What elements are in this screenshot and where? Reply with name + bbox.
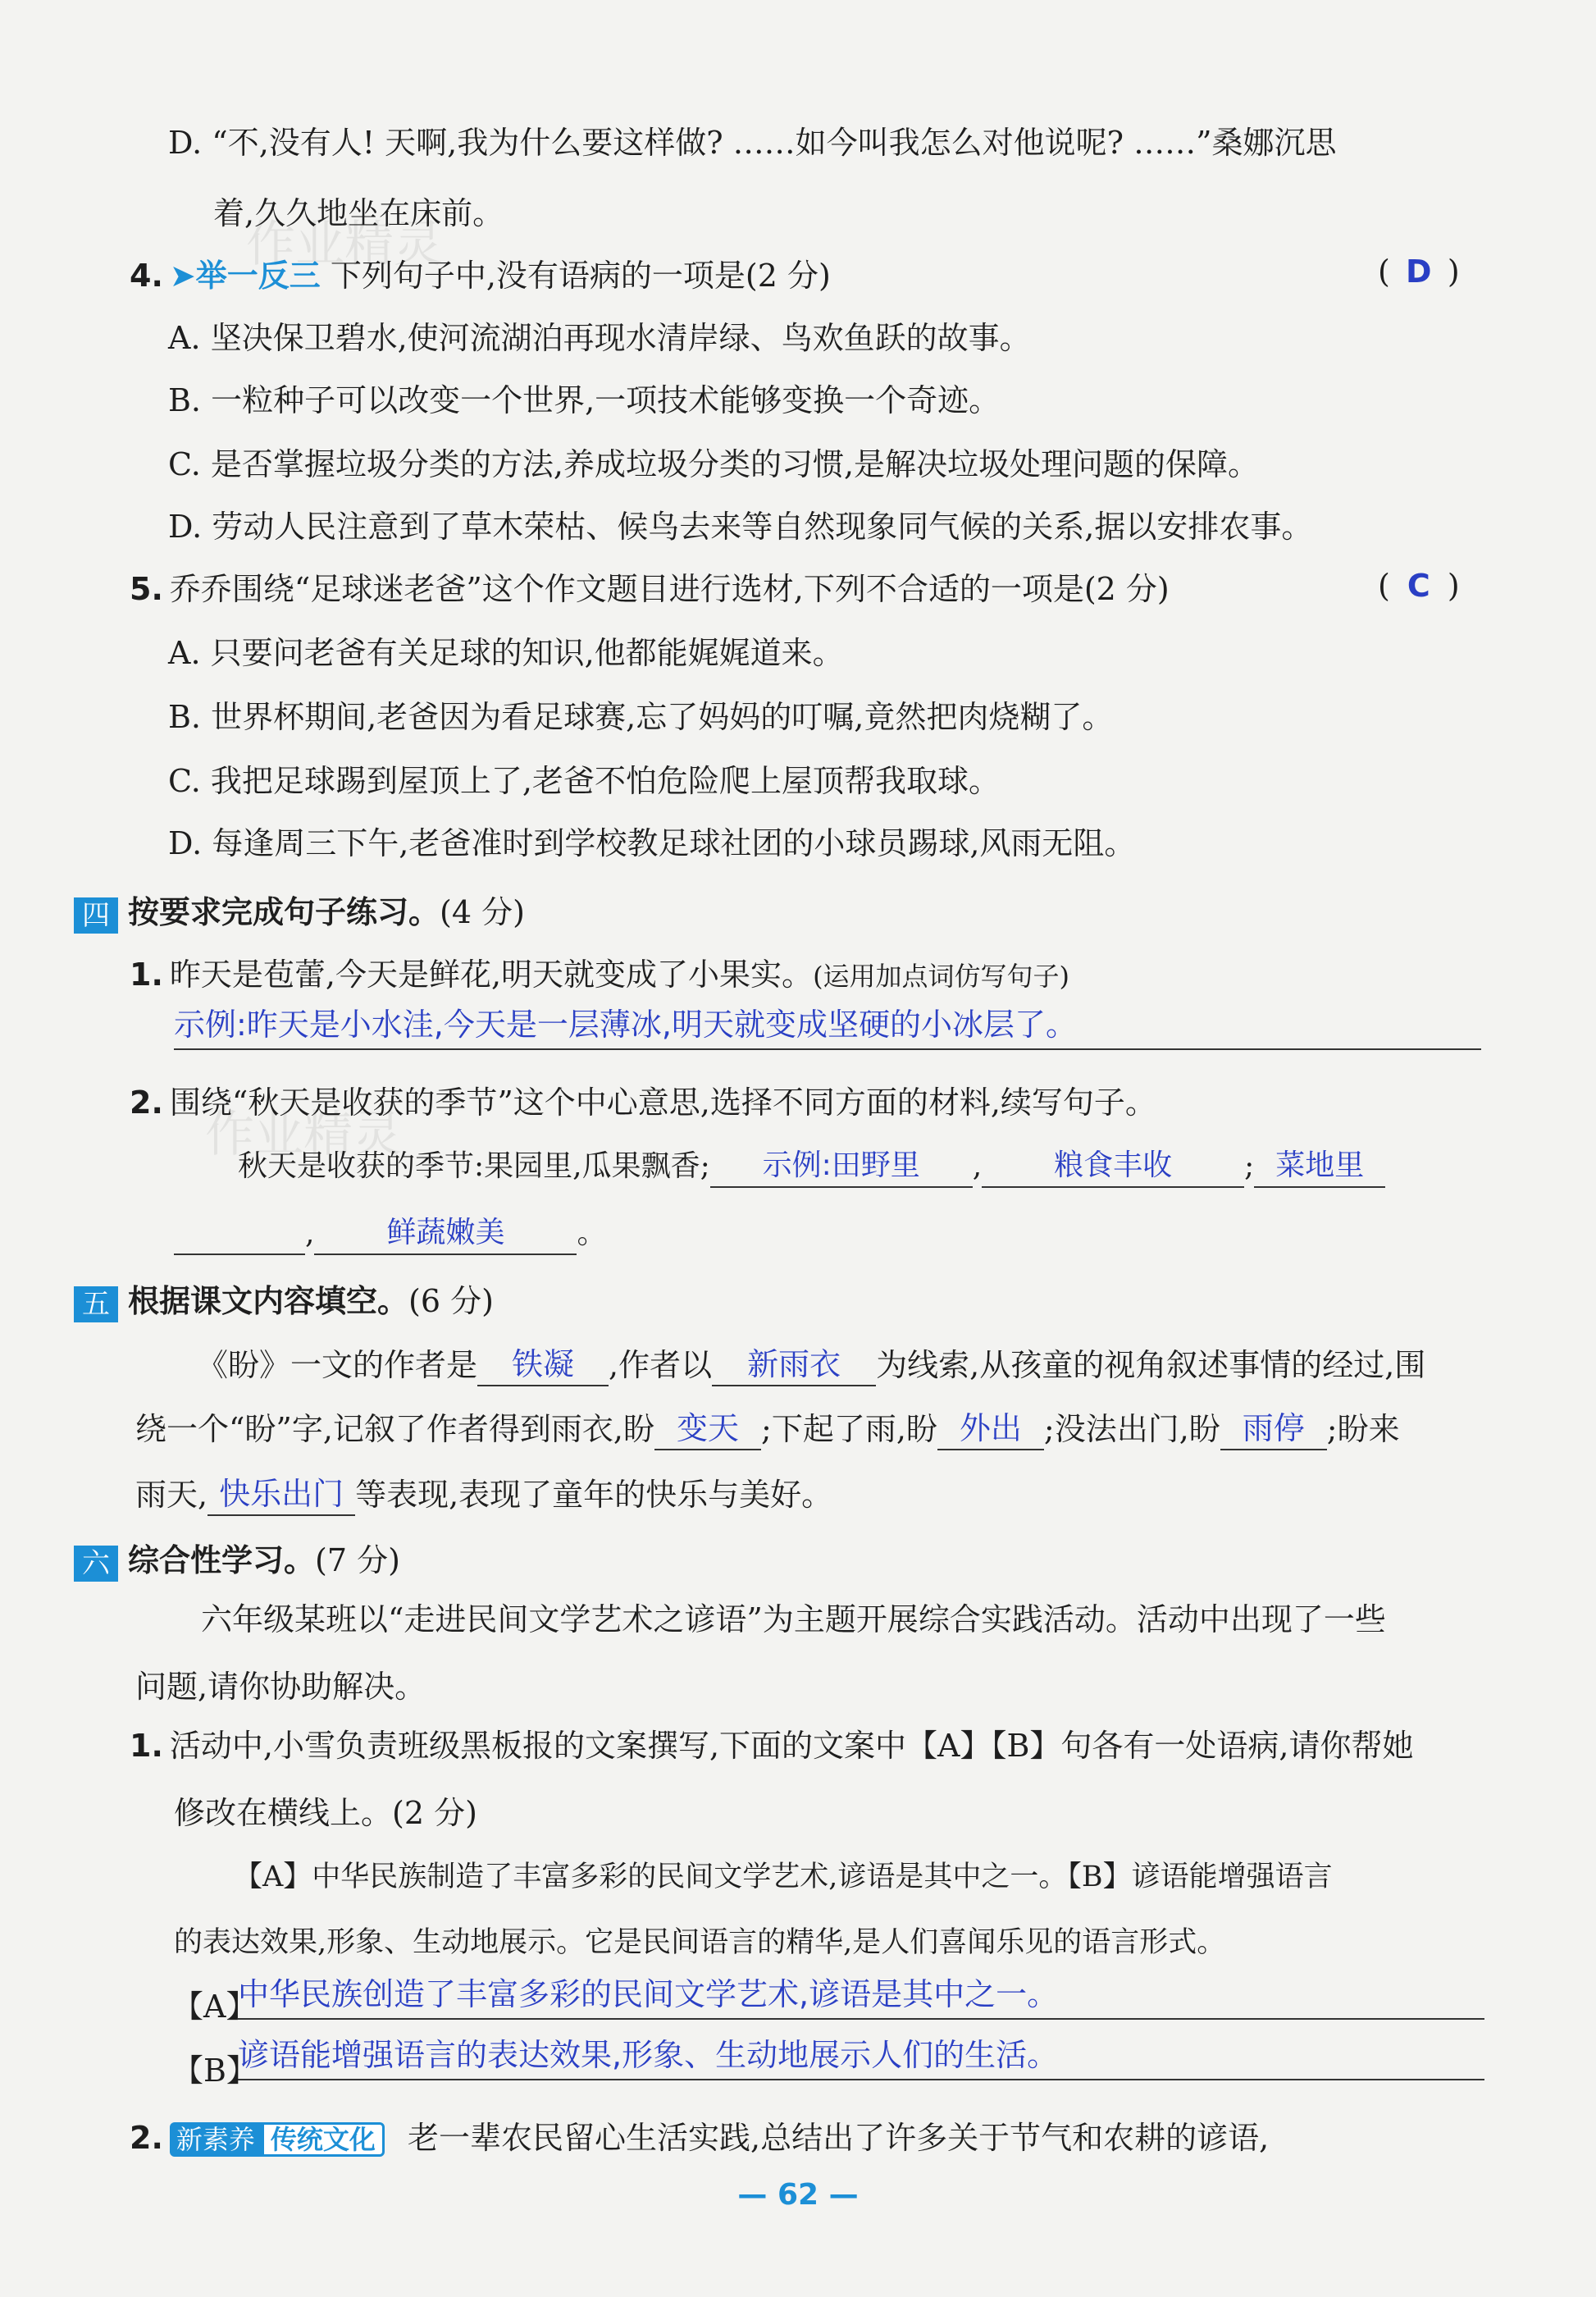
sec4-q2-blank2: 粮食丰收	[982, 1145, 1244, 1188]
section-6-title: 综合性学习。	[128, 1542, 316, 1578]
sec6-q1-answer-a: 中华民族创造了丰富多彩的民间文学艺术,谚语是其中之一。	[238, 1972, 1484, 2020]
sec6-q1-number: 1.	[130, 1728, 163, 1764]
q5-stem-text: 乔乔围绕“足球迷老爸”这个作文题目进行选材,下列不合适的一项是(2 分)	[169, 571, 1170, 607]
q5-option-c: C. 我把足球踢到屋顶上了,老爸不怕危险爬上屋顶帮我取球。	[168, 763, 1000, 799]
sec5-line3	[135, 1473, 832, 1516]
q4-answer: D	[1406, 253, 1432, 290]
sec6-q1-label-a: 【A】	[172, 1989, 258, 2025]
sec4-q1-number: 1.	[130, 957, 163, 993]
q4-stem-text: 下列句子中,没有语病的一项是(2 分)	[330, 258, 831, 294]
sec5-blank-6: 快乐出门	[207, 1473, 355, 1516]
sec4-q2-blank3-cont	[174, 1254, 305, 1255]
sec5-blank-clue: 新雨衣	[712, 1344, 876, 1386]
q4-option-a: A. 坚决保卫碧水,使河流湖泊再现水清岸绿、鸟欢鱼跃的故事。	[168, 320, 1031, 356]
sec5-line2	[135, 1408, 1400, 1450]
q5-stem	[130, 568, 1170, 610]
q3-option-d-line2: 着,久久地坐在床前。	[213, 195, 504, 231]
sec6-q1-answer-b: 谚语能增强语言的表达效果,形象、生动地展示人们的生活。	[238, 2033, 1484, 2080]
sec4-q2-comma2: ,	[305, 1217, 315, 1250]
q5-option-b: B. 世界杯期间,老爸因为看足球赛,忘了妈妈的叮嘱,竟然把肉烧糊了。	[168, 699, 1114, 735]
sec5-text: ;盼来	[1326, 1411, 1400, 1447]
sec5-line1	[197, 1344, 1425, 1386]
sec4-q2-blank3: 菜地里	[1254, 1145, 1385, 1188]
section-5-title: 根据课文内容填空。	[128, 1283, 409, 1319]
q4-option-b: B. 一粒种子可以改变一个世界,一项技术能够变换一个奇迹。	[168, 382, 1001, 418]
sec6-intro-line2: 问题,请你协助解决。	[135, 1669, 426, 1705]
watermark: 作业精灵	[246, 216, 443, 273]
sec4-q1	[130, 953, 1069, 998]
sec5-text: 绕一个“盼”字,记叙了作者得到雨衣,盼	[135, 1411, 655, 1447]
sec5-text: 为线索,从孩童的视角叙述事情的经过,围	[876, 1347, 1426, 1383]
q4-answer-bracket: ( D )	[1378, 250, 1460, 293]
section-4-score: (4 分)	[440, 894, 525, 930]
badge-new-literacy: 新素养	[170, 2122, 262, 2157]
sec6-q2-text: 老一辈农民留心生活实践,总结出了许多关于节气和农耕的谚语,	[408, 2120, 1270, 2156]
page-number: — 62 —	[737, 2178, 859, 2212]
sec6-q1-quote1: 【A】中华民族制造了丰富多彩的民间文学艺术,谚语是其中之一。【B】谚语能增强语言	[234, 1861, 1333, 1893]
sec5-text: 《盼》一文的作者是	[197, 1347, 478, 1383]
sec4-q1-text: 昨天是苞蕾,今天是鲜花,明天就变成了小果实。	[169, 957, 814, 993]
q4-stem	[130, 254, 831, 297]
watermark: 作业精灵	[205, 1106, 402, 1163]
sec4-q2-prefix: 秋天是收获的季节:果园里,瓜果飘香;	[238, 1149, 710, 1183]
sec5-text: ;没法出门,盼	[1043, 1411, 1220, 1447]
section-6-box: 六	[74, 1546, 118, 1582]
sec5-blank-5: 雨停	[1220, 1408, 1327, 1450]
sec6-q1-line2: 修改在横线上。(2 分)	[174, 1795, 477, 1831]
section-6-score: (7 分)	[315, 1542, 400, 1578]
sec4-q1-hint: (运用加点词仿写句子)	[813, 961, 1070, 992]
sec5-blank-4: 外出	[937, 1408, 1044, 1450]
section-5-score: (6 分)	[408, 1283, 494, 1319]
q5-number: 5.	[130, 571, 163, 607]
sec6-q2-number: 2.	[130, 2120, 163, 2156]
section-4-heading	[74, 891, 525, 934]
q5-option-d: D. 每逢周三下午,老爸准时到学校教足球社团的小球员踢球,风雨无阻。	[168, 825, 1136, 861]
q5-option-a: A. 只要问老爸有关足球的知识,他都能娓娓道来。	[168, 635, 844, 671]
sec4-q2-fill-line2	[174, 1212, 606, 1255]
sec4-q1-answer-line: 示例:昨天是小水洼,今天是一层薄冰,明天就变成坚硬的小冰层了。	[174, 1002, 1481, 1050]
q4-option-c: C. 是否掌握垃圾分类的方法,养成垃圾分类的习惯,是解决垃圾处理问题的保障。	[168, 446, 1260, 482]
sec4-q2-semicolon: ;	[1244, 1149, 1255, 1183]
sec5-text: ;下起了雨,盼	[761, 1411, 937, 1447]
section-4-box: 四	[74, 897, 118, 934]
sec4-q2-blank1: 示例:田野里	[710, 1145, 973, 1188]
sec5-blank-3: 变天	[654, 1408, 761, 1450]
q4-option-d: D. 劳动人民注意到了草木荣枯、候鸟去来等自然现象同气候的关系,据以安排农事。	[168, 509, 1313, 545]
q3-option-d-line1: D. “不,没有人! 天啊,我为什么要这样做? ……如今叫我怎么对他说呢? ……”桑娜沉思	[168, 125, 1337, 161]
section-5-box: 五	[74, 1286, 118, 1322]
badge-traditional-culture: 传统文化	[262, 2122, 385, 2157]
sec4-q2-fill-line1	[238, 1145, 1385, 1188]
sec4-q2-number: 2.	[130, 1085, 163, 1121]
q4-tag: ➤举一反三	[169, 258, 321, 294]
sec5-text: ,作者以	[609, 1347, 713, 1383]
sec6-intro-line1: 六年级某班以“走进民间文学艺术之谚语”为主题开展综合实践活动。活动中出现了一些	[201, 1601, 1386, 1637]
section-6-heading	[74, 1539, 400, 1582]
sec4-q2-blank4: 鲜蔬嫩美	[314, 1212, 577, 1255]
sec4-q2-comma: ,	[972, 1149, 983, 1183]
q4-number: 4.	[130, 258, 163, 294]
sec5-text: 等表现,表现了童年的快乐与美好。	[355, 1477, 833, 1513]
sec5-text: 雨天,	[135, 1477, 208, 1513]
section-5-heading	[74, 1280, 494, 1322]
sec4-q2-end: 。	[577, 1217, 607, 1250]
q5-answer-bracket: ( C )	[1378, 564, 1460, 607]
sec4-q2	[130, 1081, 1156, 1124]
sec6-q1-label-b: 【B】	[172, 2053, 258, 2089]
sec6-q2	[130, 2117, 1269, 2159]
sec4-q2-text: 围绕“秋天是收获的季节”这个中心意思,选择不同方面的材料,续写句子。	[169, 1085, 1156, 1121]
sec6-q1-quote2: 的表达效果,形象、生动地展示。它是民间语言的精华,是人们喜闻乐见的语言形式。	[174, 1926, 1226, 1959]
q5-answer: C	[1407, 568, 1430, 604]
sec6-q1-text: 活动中,小雪负责班级黑板报的文案撰写,下面的文案中【A】【B】句各有一处语病,请你帮她	[169, 1728, 1414, 1764]
section-4-title: 按要求完成句子练习。	[128, 894, 440, 930]
sec5-blank-author: 铁凝	[477, 1344, 609, 1386]
sec6-q1-line1	[130, 1724, 1414, 1767]
